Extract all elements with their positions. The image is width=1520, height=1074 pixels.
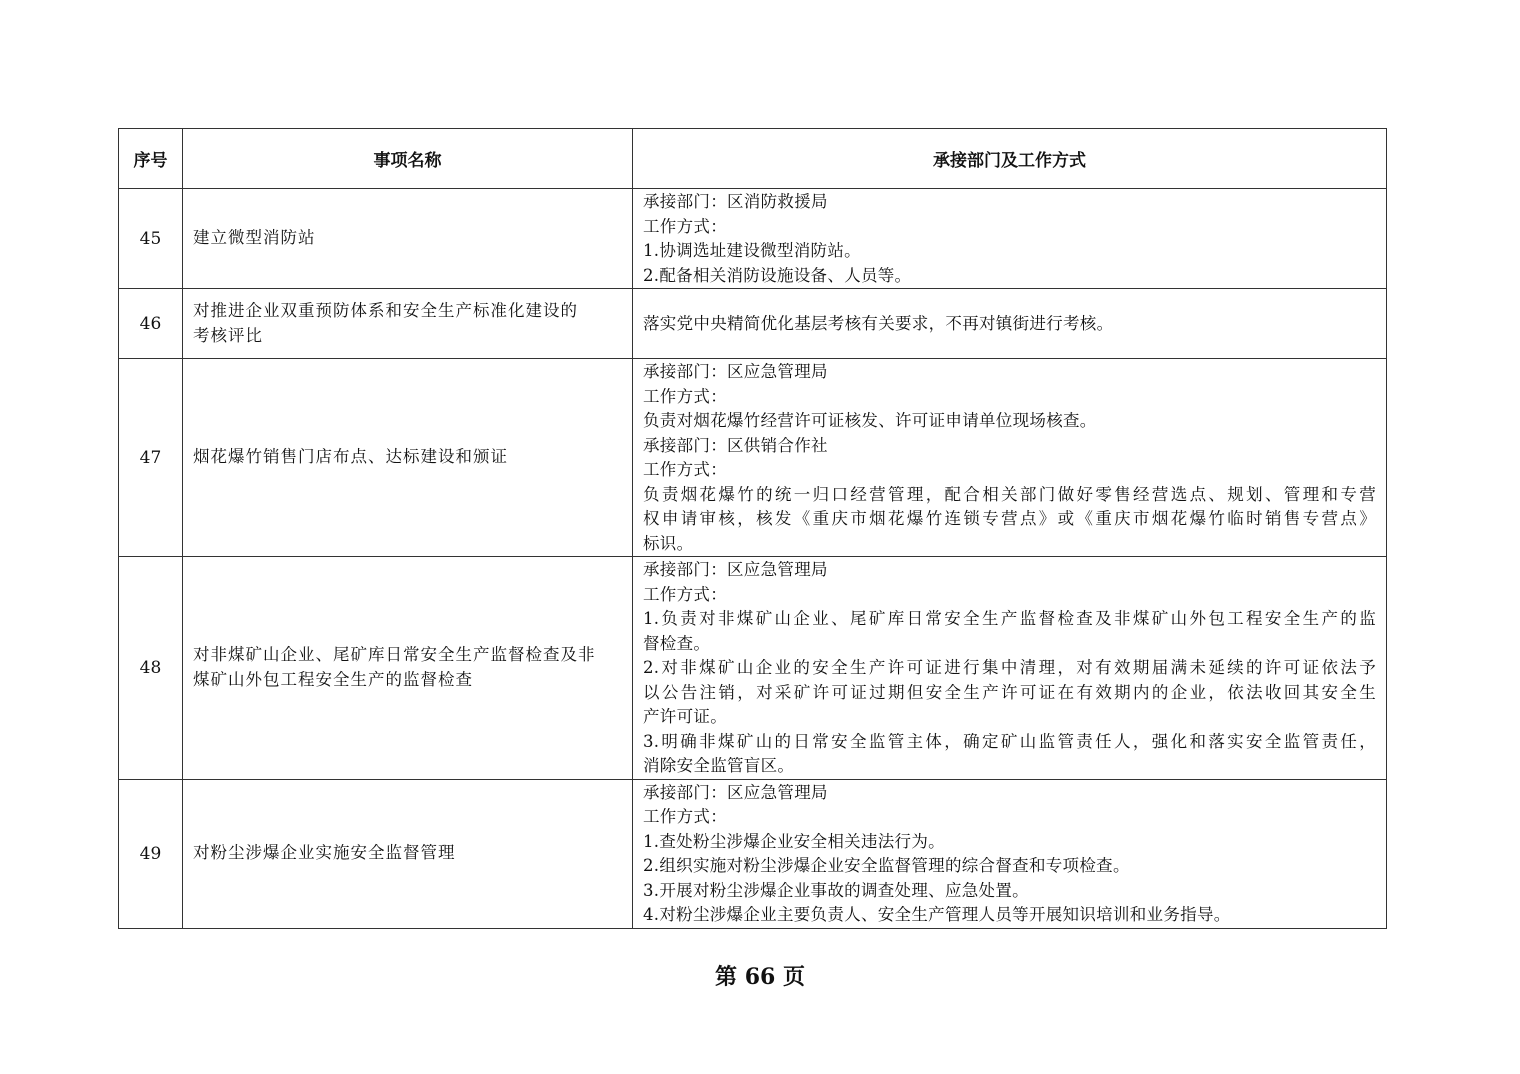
dept-line: 督检查。 <box>643 633 711 653</box>
dept-line: 负责烟花爆竹的统一归口经营管理，配合相关部门做好零售经营选点、规划、管理和专营 <box>643 484 1376 504</box>
dept-line: 2.配备相关消防设施设备、人员等。 <box>643 265 912 285</box>
dept-line: 1.协调选址建设微型消防站。 <box>643 241 861 260</box>
dept-line: 承接部门：区应急管理局 <box>643 782 828 802</box>
header-name: 事项名称 <box>183 129 633 189</box>
item-name <box>183 359 633 557</box>
header-dept: 承接部门及工作方式 <box>633 129 1387 189</box>
dept-line: 3.开展对粉尘涉爆企业事故的调查处理、应急处置。 <box>643 880 1029 900</box>
item-name-line: 对推进企业双重预防体系和安全生产标准化建设的 <box>193 301 578 320</box>
dept-line: 工作方式： <box>643 584 727 604</box>
table-header-row <box>119 129 1387 189</box>
dept-line: 工作方式： <box>643 386 727 406</box>
dept-line: 3.明确非煤矿山的日常安全监管主体，确定矿山监管责任人，强化和落实安全监管责任， <box>643 731 1376 751</box>
row-number: 49 <box>119 779 183 928</box>
items-table <box>118 128 1387 929</box>
item-name-line: 建立微型消防站 <box>193 228 316 248</box>
item-name-line: 考核评比 <box>193 325 263 345</box>
dept-line: 产许可证。 <box>643 707 727 726</box>
dept-line: 4.对粉尘涉爆企业主要负责人、安全生产管理人员等开展知识培训和业务指导。 <box>643 905 1231 924</box>
row-number: 46 <box>119 289 183 359</box>
dept-line: 2.组织实施对粉尘涉爆企业安全监督管理的综合督查和专项检查。 <box>643 856 1130 875</box>
dept-method <box>633 359 1387 557</box>
dept-line: 负责对烟花爆竹经营许可证核发、许可证申请单位现场核查。 <box>643 411 1097 430</box>
dept-line: 承接部门：区应急管理局 <box>643 362 828 381</box>
item-name-line: 烟花爆竹销售门店布点、达标建设和颁证 <box>193 447 508 467</box>
item-name <box>183 557 633 780</box>
item-name-line: 对非煤矿山企业、尾矿库日常安全生产监督检查及非 <box>193 645 596 665</box>
row-number: 47 <box>119 359 183 557</box>
dept-method <box>633 289 1387 359</box>
page-number: 第 66 页 <box>715 964 805 990</box>
dept-line: 承接部门：区供销合作社 <box>643 435 828 455</box>
dept-line: 落实党中央精简优化基层考核有关要求，不再对镇街进行考核。 <box>643 313 1114 333</box>
header-no: 序号 <box>119 129 183 189</box>
item-name <box>183 289 633 359</box>
item-name <box>183 189 633 289</box>
dept-line: 工作方式： <box>643 460 727 479</box>
dept-line: 承接部门：区应急管理局 <box>643 560 828 579</box>
dept-line: 承接部门：区消防救援局 <box>643 192 828 211</box>
row-number: 45 <box>119 189 183 289</box>
dept-method <box>633 557 1387 780</box>
dept-line: 消除安全监管盲区。 <box>643 756 795 775</box>
dept-line: 工作方式： <box>643 216 727 236</box>
dept-method <box>633 189 1387 289</box>
dept-line: 以公告注销，对采矿许可证过期但安全生产许可证在有效期内的企业，依法收回其安全生 <box>643 682 1376 702</box>
table-row <box>119 189 1387 289</box>
table-row <box>119 289 1387 359</box>
table-row <box>119 557 1387 780</box>
dept-method <box>633 779 1387 928</box>
dept-line: 权申请审核，核发《重庆市烟花爆竹连锁专营点》或《重庆市烟花爆竹临时销售专营点》 <box>643 509 1376 528</box>
table-row <box>119 779 1387 928</box>
item-name-line: 煤矿山外包工程安全生产的监督检查 <box>193 669 473 689</box>
dept-line: 1.负责对非煤矿山企业、尾矿库日常安全生产监督检查及非煤矿山外包工程安全生产的监 <box>643 609 1376 628</box>
dept-line: 标识。 <box>643 533 694 553</box>
row-number: 48 <box>119 557 183 780</box>
dept-line: 2.对非煤矿山企业的安全生产许可证进行集中清理，对有效期届满未延续的许可证依法予 <box>643 658 1376 677</box>
dept-line: 工作方式： <box>643 807 727 826</box>
item-name <box>183 779 633 928</box>
table-row <box>119 359 1387 557</box>
item-name-line: 对粉尘涉爆企业实施安全监督管理 <box>193 843 456 863</box>
dept-line: 1.查处粉尘涉爆企业安全相关违法行为。 <box>643 831 945 851</box>
